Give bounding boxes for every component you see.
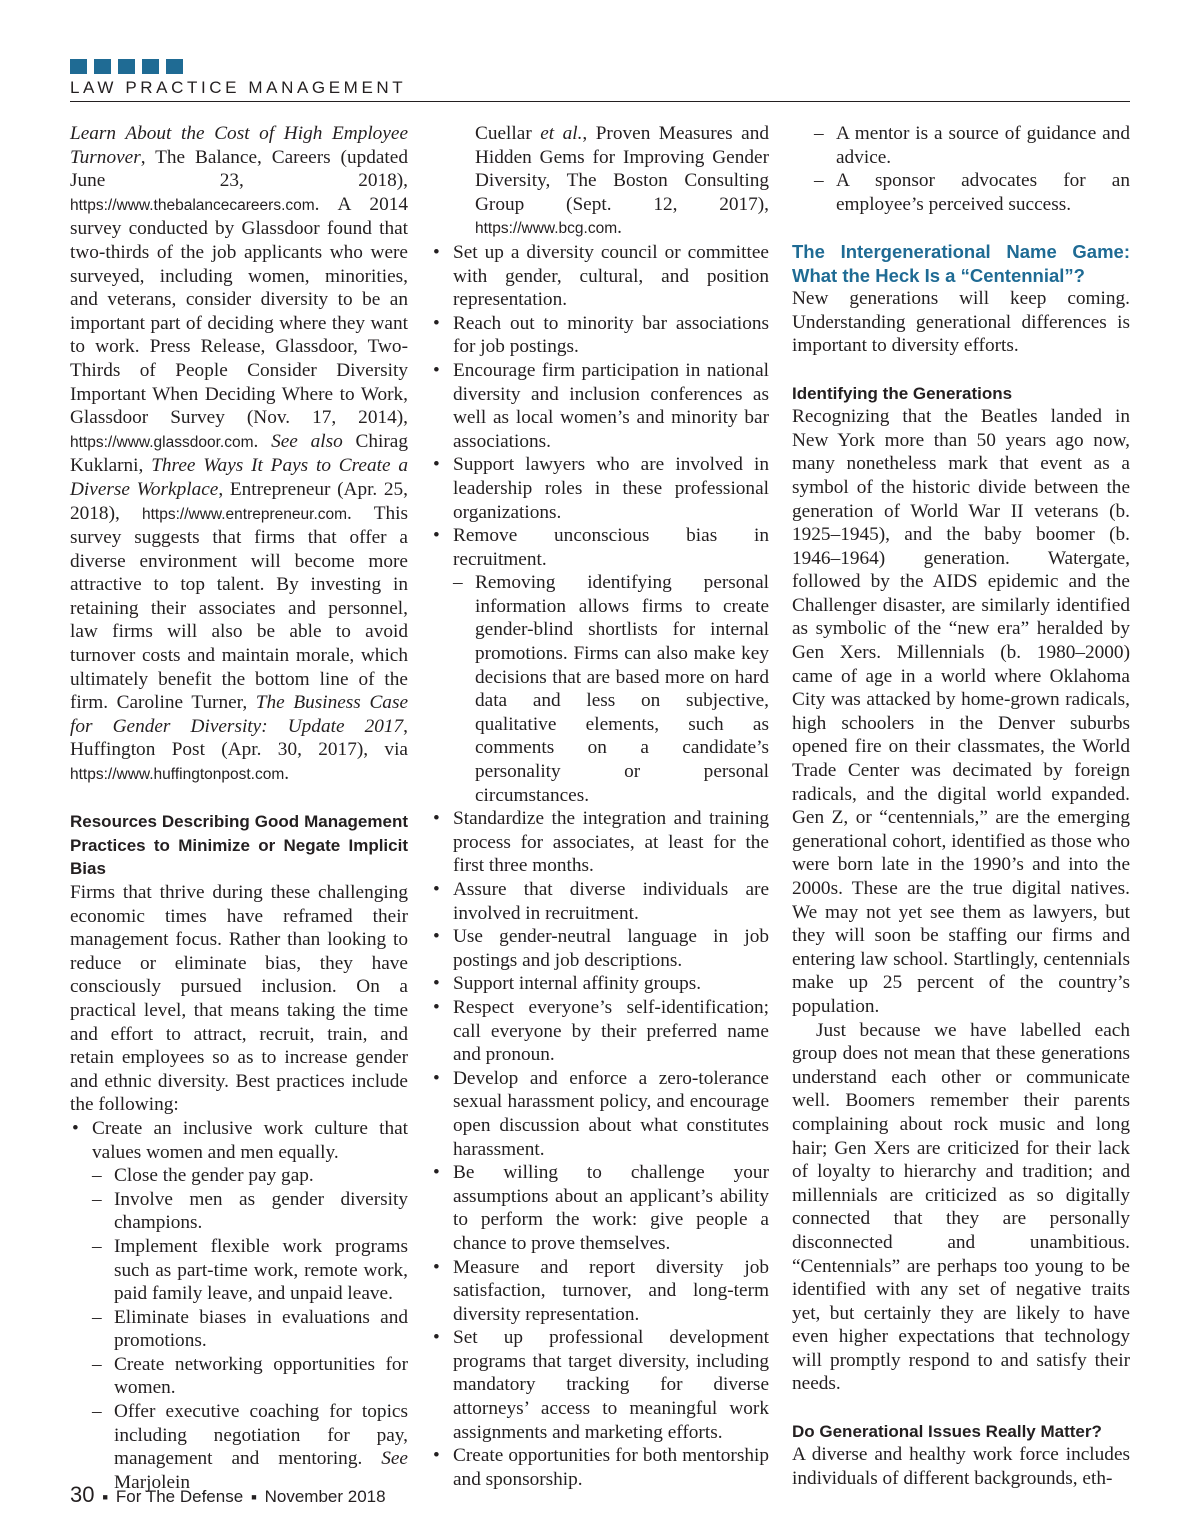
- bullet-item: • Be willing to challenge your assumptions about an applicant’s ability to perform the work: give people a chance to prove themselves.: [431, 1161, 769, 1255]
- sub-item: [70, 1400, 408, 1494]
- bullet-item: • Create an inclusive work culture that values women and men equally.: [70, 1117, 408, 1164]
- body-paragraph: Just because we have labelled each group does not mean that these generations understand each other or communicate well. Boomers remember their parents complaining about rock music and long hair; Gen Xers are criticized for their lack of loyalty to hierarchy and tradition; and millennials are criticized as so digitally connected that they are personally disconnected and unambitious. “Centennials” are perhaps too young to be identified with any set of negative traits yet, but certainly they are likely to have even higher expectations that technology will promptly respond to and satisfy their needs.: [792, 1019, 1130, 1395]
- sub-item: – Eliminate biases in evaluations and promotions.: [70, 1306, 408, 1353]
- url-link[interactable]: https://www.bcg.com: [475, 220, 618, 238]
- citation-paragraph: [70, 122, 408, 787]
- citation-title: Three Ways It Pays to Create a Diverse Workplace: [70, 455, 409, 500]
- column-3: [792, 122, 1130, 1490]
- bullet-item: • Standardize the integration and training process for associates, at least for the first three months.: [431, 807, 769, 878]
- text-span: et al.: [540, 123, 583, 144]
- subheading: Identifying the Generations: [792, 383, 1013, 403]
- header-square: [70, 59, 87, 74]
- bullet-item: • Create opportunities for both mentorship and sponsorship.: [431, 1444, 769, 1491]
- text-span: Cuellar: [475, 123, 541, 144]
- text-span: Marjolein: [114, 1471, 191, 1493]
- sub-item: – Implement flexible work programs such as part-time work, remote work, paid family leave, and unpaid leave.: [70, 1235, 408, 1306]
- bullet-item: • Set up a diversity council or committee with gender, cultural, and position representation.: [431, 241, 769, 312]
- bullet-item: • Remove unconscious bias in recruitment.: [431, 524, 769, 571]
- bullet-list: [431, 122, 769, 1491]
- text-span: , Proven Measures and Hidden Gems for Improving Gender Diversity, The Boston Consulting Group (Sept. 12, 2017),: [475, 123, 769, 215]
- url-link[interactable]: https://www.thebalancecareers.com: [70, 196, 315, 214]
- sub-item: – Close the gender pay gap.: [70, 1164, 408, 1188]
- sub-item: – Create networking opportunities for women.: [70, 1353, 408, 1400]
- bullet-item: • Respect everyone’s self-identification; call everyone by their preferred name and pronoun.: [431, 996, 769, 1067]
- continued-sub-item: [431, 122, 769, 241]
- page-number: 30: [70, 1482, 95, 1507]
- bullet-item: • Develop and enforce a zero-tolerance sexual harassment policy, and encourage open discussion about what constitutes harassment.: [431, 1067, 769, 1161]
- bullet-item: • Measure and report diversity job satisfaction, turnover, and long-term diversity representation.: [431, 1256, 769, 1327]
- sub-item: – A mentor is a source of guidance and advice.: [792, 122, 1130, 169]
- column-1: [70, 122, 408, 1494]
- section-title: LAW PRACTICE MANAGEMENT: [70, 78, 407, 97]
- sub-item: – A sponsor advocates for an employee’s perceived success.: [792, 169, 1130, 216]
- body-paragraph: Firms that thrive during these challenging economic times have reframed their management focus. Rather than looking to reduce or eliminate bias, they have consciously pursued inclusion. On a practical level, that means taking the time and effort to attract, recruit, train, and retain employees so as to increase gender and ethnic diversity. Best practices include the following:: [70, 882, 408, 1116]
- bullet-item: • Reach out to minority bar associations for job postings.: [431, 312, 769, 359]
- body-paragraph: A diverse and healthy work force includes individuals of different backgrounds, eth-: [792, 1444, 1130, 1489]
- column-2: [431, 122, 769, 1491]
- text-span: .: [253, 430, 272, 452]
- citation-title: Learn About the Cost of High Employee Turnover: [70, 123, 408, 168]
- header-square: [94, 59, 111, 74]
- bullet-item: • Use gender-neutral language in job postings and job descriptions.: [431, 925, 769, 972]
- signal-see-also: See also: [271, 430, 343, 452]
- header-square: [118, 59, 135, 74]
- text-span: . A 2014 survey conducted by Glassdoor found that two-thirds of the job applicants who were surveyed, including women, minorities, and veterans, consider diversity to be an important part of deciding where they want to work. Press Release, Glassdoor, Two-Thirds of People Consider Diversity Important When Deciding Where to Work, Glassdoor Survey (Nov. 17, 2014),: [70, 193, 408, 429]
- issue-date: November 2018: [264, 1487, 386, 1506]
- text-span: , Huffington Post (Apr. 30, 2017), via: [70, 715, 408, 761]
- text-span: .: [284, 763, 290, 785]
- body-paragraph: New generations will keep coming. Understanding generational differences is important to diversity efforts.: [792, 288, 1130, 357]
- text-span: , The Balance, Careers (updated June 23, 2018),: [70, 146, 408, 192]
- bullet-item: • Support lawyers who are involved in leadership roles in these professional organizations.: [431, 453, 769, 524]
- url-link[interactable]: https://www.glassdoor.com: [70, 433, 254, 451]
- bullet-item: • Support internal affinity groups.: [431, 972, 769, 996]
- subheading: Do Generational Issues Really Matter?: [792, 1421, 1102, 1441]
- bullet-item: • Assure that diverse individuals are involved in recruitment.: [431, 878, 769, 925]
- bullet-item: • Set up professional development programs that target diversity, including mandatory tracking for diverse attorneys’ access to meaningful work assignments and marketing efforts.: [431, 1326, 769, 1444]
- body-paragraph: Recognizing that the Beatles landed in New York more than 50 years ago now, many nonetheless mark that event as a symbol of the historic divide between the generation of World War II veterans (b. 1925–1945), and the baby boomer (b. 1946–1964) generation. Watergate, followed by the AIDS epidemic and the Challenger disaster, are similarly identified as symbolic of the “new era” heralded by Gen Xers. Millennials (b. 1980–2000) came of age in a world where Oklahoma City was attacked by home-grown radicals, high schoolers in the Denver suburbs opened fire on their classmates, the World Trade Center was decimated by foreign radicals, and the digital world expanded. Gen Z, or “centennials,” are the emerging generational cohort, identified as those who were born late in the 1990’s and into the 2000s. These are the true digital natives. We may not yet see them as lawyers, but they will soon be staffing our firms and entering law school. Startlingly, centennials make up 25 percent of the country’s population.: [792, 406, 1130, 1017]
- url-link[interactable]: https://www.entrepreneur.com: [142, 505, 348, 523]
- subheading: Resources Describing Good Management Practices to Minimize or Negate Implicit Bias: [70, 812, 408, 879]
- bullet-list: [70, 1117, 408, 1495]
- citation-title: The Business Case for Gender Diversity: Update 2017: [70, 692, 409, 737]
- bullet-item: • Encourage firm participation in national diversity and inclusion conferences as well as local women’s and minority bar associations.: [431, 359, 769, 453]
- header-rule: [70, 101, 1130, 102]
- text-span: . This survey suggests that firms that offer a diverse environment will become more attractive to top talent. By investing in retaining their associates and personnel, law firms will also be able to avoid turnover costs and maintain morale, which ultimately benefit the bottom line of the firm. Caroline Turner,: [70, 502, 408, 714]
- sub-item: – Involve men as gender diversity champions.: [70, 1188, 408, 1235]
- sub-item: – Removing identifying personal information allows firms to create gender-blind shortlists for internal promotions. Firms can also make key decisions that are based more on hard data and less on subjective, qualitative elements, such as comments on a candidate’s personality or personal circumstances.: [431, 571, 769, 807]
- footer-separator: ■: [251, 1492, 257, 1502]
- signal-see: See: [381, 1448, 408, 1470]
- section-heading: The Intergenerational Name Game: What the Heck Is a “Centennial”?: [792, 240, 1130, 286]
- header-square: [142, 59, 159, 74]
- footer-separator: ■: [102, 1492, 108, 1502]
- header-square: [166, 59, 183, 74]
- header-squares: [70, 59, 183, 74]
- text-span: , Entrepreneur (Apr. 25, 2018),: [70, 478, 408, 524]
- text-span: .: [617, 217, 622, 239]
- sub-list: [792, 122, 1130, 216]
- text-span: Offer executive coaching for topics including negotiation for pay, management and mentoring.: [114, 1401, 408, 1470]
- url-link[interactable]: https://www.huffingtonpost.com: [70, 766, 285, 784]
- text-span: Chirag Kuklarni,: [70, 430, 409, 477]
- publication-name: For The Defense: [115, 1487, 244, 1506]
- page-footer: [70, 1482, 386, 1508]
